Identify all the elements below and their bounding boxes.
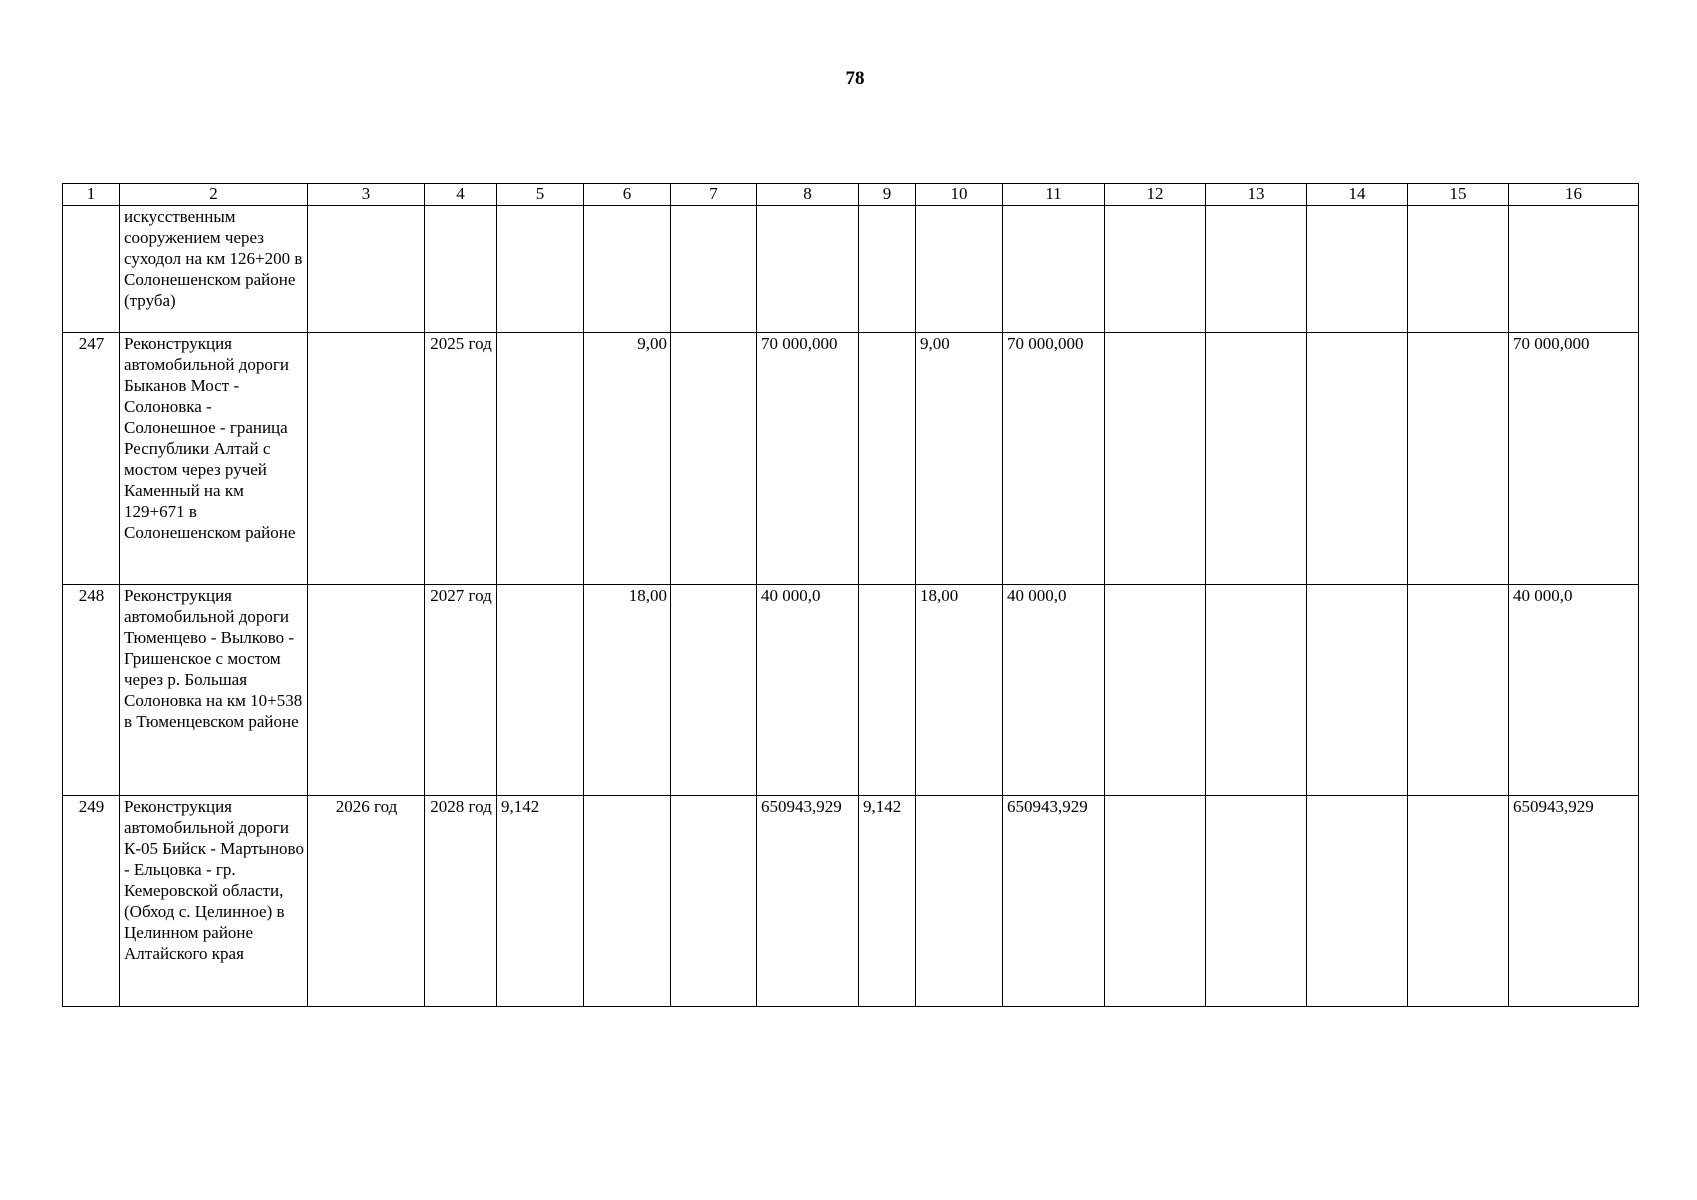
row-number: 248 [63,585,120,796]
cell-6: 18,00 [584,585,671,796]
cell-12 [1105,796,1206,1007]
table-row [63,796,1639,1007]
cell-7 [671,796,757,1007]
cell-13 [1206,796,1307,1007]
page-number: 78 [845,68,865,89]
header-cell: 13 [1206,184,1307,206]
cell-13 [1206,333,1307,585]
cell-15 [1408,206,1509,333]
cell-7 [671,206,757,333]
header-cell: 1 [63,184,120,206]
header-cell: 14 [1307,184,1408,206]
cell-6 [584,206,671,333]
cell-15 [1408,333,1509,585]
cell-11: 40 000,0 [1003,585,1105,796]
cell-16: 70 000,000 [1509,333,1639,585]
cell-11 [1003,206,1105,333]
row-number [63,206,120,333]
cell-10: 9,00 [916,333,1003,585]
cell-3: 2026 год [308,796,425,1007]
header-cell: 3 [308,184,425,206]
cell-4: 2028 год [425,796,497,1007]
table-row [63,333,1639,585]
cell-9 [859,333,916,585]
header-cell: 9 [859,184,916,206]
cell-4: 2025 год [425,333,497,585]
header-cell: 8 [757,184,859,206]
cell-14 [1307,796,1408,1007]
cell-16: 40 000,0 [1509,585,1639,796]
header-row [63,184,1639,206]
cell-4: 2027 год [425,585,497,796]
cell-13 [1206,585,1307,796]
cell-3 [308,206,425,333]
table-row [63,206,1639,333]
header-cell: 6 [584,184,671,206]
cell-8: 70 000,000 [757,333,859,585]
header-cell: 12 [1105,184,1206,206]
cell-12 [1105,585,1206,796]
object-name: Реконструкция автомобильной дороги К-05 Бийск - Мартыново - Ельцовка - гр. Кемеровской области, (Обход с. Целинное) в Целинном районе Алтайского края [120,796,308,1007]
header-cell: 16 [1509,184,1639,206]
cell-15 [1408,585,1509,796]
object-name: искусственным сооружением через суходол на км 126+200 в Солонешенском районе (труба) [120,206,308,333]
cell-9 [859,206,916,333]
header-cell: 11 [1003,184,1105,206]
header-cell: 15 [1408,184,1509,206]
cell-7 [671,585,757,796]
object-name: Реконструкция автомобильной дороги Тюменцево - Вылково - Гришенское с мостом через р. Большая Солоновка на км 10+538 в Тюменцевском районе [120,585,308,796]
cell-8 [757,206,859,333]
header-cell: 4 [425,184,497,206]
cell-16: 650943,929 [1509,796,1639,1007]
cell-9 [859,585,916,796]
header-cell: 5 [497,184,584,206]
row-number: 249 [63,796,120,1007]
cell-9: 9,142 [859,796,916,1007]
cell-15 [1408,796,1509,1007]
cell-6: 9,00 [584,333,671,585]
cell-3 [308,333,425,585]
cell-16 [1509,206,1639,333]
header-cell: 7 [671,184,757,206]
cell-7 [671,333,757,585]
data-table [62,183,1639,1007]
cell-10: 18,00 [916,585,1003,796]
cell-14 [1307,333,1408,585]
cell-3 [308,585,425,796]
header-cell: 2 [120,184,308,206]
header-cell: 10 [916,184,1003,206]
cell-12 [1105,333,1206,585]
cell-8: 650943,929 [757,796,859,1007]
cell-11: 650943,929 [1003,796,1105,1007]
cell-5 [497,206,584,333]
cell-10 [916,206,1003,333]
cell-8: 40 000,0 [757,585,859,796]
cell-13 [1206,206,1307,333]
table-row [63,585,1639,796]
object-name: Реконструкция автомобильной дороги Быканов Мост - Солоновка - Солонешное - граница Республики Алтай с мостом через ручей Каменный на км 129+671 в Солонешенском районе [120,333,308,585]
cell-6 [584,796,671,1007]
cell-14 [1307,585,1408,796]
cell-5: 9,142 [497,796,584,1007]
cell-12 [1105,206,1206,333]
cell-14 [1307,206,1408,333]
cell-10 [916,796,1003,1007]
cell-4 [425,206,497,333]
cell-5 [497,585,584,796]
row-number: 247 [63,333,120,585]
cell-5 [497,333,584,585]
cell-11: 70 000,000 [1003,333,1105,585]
